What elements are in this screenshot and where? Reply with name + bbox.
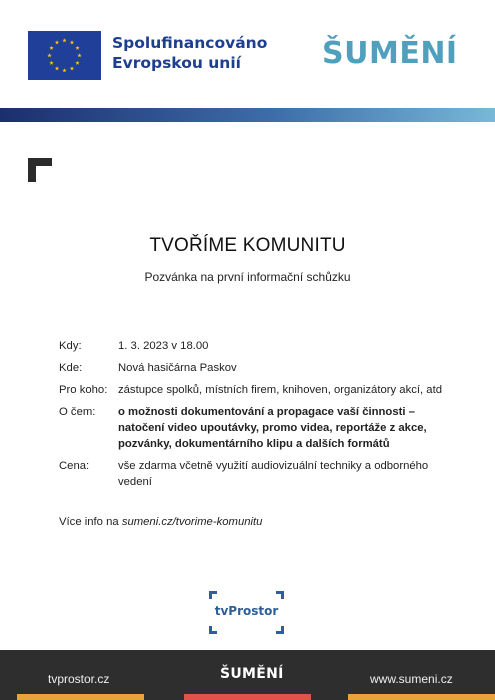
eu-cofinancing-text — [112, 33, 267, 73]
info-label: Cena: — [59, 460, 90, 472]
eu-flag — [28, 31, 101, 80]
eu-text-line2: Evropskou unií — [112, 54, 241, 72]
info-value: o možnosti dokumentování a propagace vaší činnosti – natočení video upoutávky, promo videa, reportáže z akce, pozvánky, dokumentárního klipu a dalších formátů — [118, 406, 427, 450]
eu-star — [75, 46, 79, 50]
info-row-where — [59, 360, 459, 376]
info-value: vše zdarma včetně využití audiovizuální techniky a odborného vedení — [118, 460, 429, 488]
footer-tvprostor-link[interactable]: tvprostor.cz — [48, 672, 110, 686]
footer — [0, 650, 495, 700]
info-value: 1. 3. 2023 v 18.00 — [118, 340, 209, 352]
eu-star — [70, 66, 74, 70]
page-title: TVOŘÍME KOMUNITU — [149, 235, 346, 256]
info-row-when — [59, 338, 459, 354]
eu-star — [49, 46, 53, 50]
info-label: Kde: — [59, 362, 83, 374]
info-value: Nová hasičárna Paskov — [118, 362, 237, 374]
footer-sumeni-link[interactable]: www.sumeni.cz — [370, 672, 453, 686]
tvprostor-logo-text: tvProstor — [214, 604, 279, 618]
eu-star — [62, 68, 66, 72]
eu-star — [62, 38, 66, 42]
header-gradient-bar — [0, 108, 495, 122]
event-info — [59, 338, 459, 496]
footer-color-stripes — [0, 694, 495, 700]
footer-sumeni-logo: ŠUMĚNÍ — [220, 666, 284, 682]
page-subtitle: Pozvánka na první informační schůzku — [144, 270, 351, 284]
more-info — [59, 516, 262, 528]
info-label: Kdy: — [59, 340, 82, 352]
eu-star — [47, 53, 51, 57]
eu-star — [77, 53, 81, 57]
more-info-link[interactable]: sumeni.cz/tvorime-komunitu — [121, 516, 263, 528]
info-row-about — [59, 404, 459, 452]
eu-star — [75, 61, 79, 65]
eu-text-line1: Spolufinancováno — [112, 34, 268, 52]
eu-star — [49, 61, 53, 65]
eu-stars-icon — [28, 31, 101, 80]
corner-bracket-icon — [28, 158, 52, 182]
sumeni-logo: ŠUMĚNÍ — [322, 36, 458, 71]
more-info-prefix: Více info na — [59, 516, 122, 528]
info-row-for-whom — [59, 382, 459, 398]
info-label: Pro koho: — [59, 384, 108, 396]
eu-star — [55, 40, 59, 44]
eu-star — [55, 66, 59, 70]
tvprostor-logo — [209, 591, 284, 634]
info-label: O čem: — [59, 406, 96, 418]
info-row-price — [59, 458, 459, 490]
info-value: zástupce spolků, místních firem, knihoven, organizátory akcí, atd — [118, 384, 442, 396]
eu-star — [70, 40, 74, 44]
